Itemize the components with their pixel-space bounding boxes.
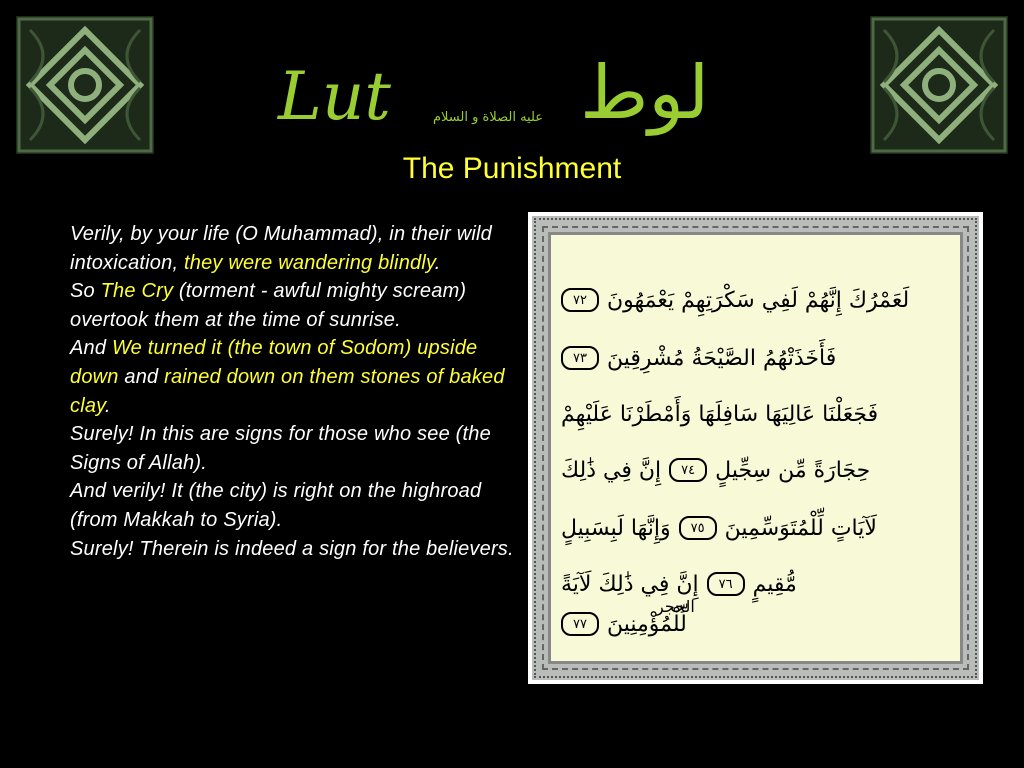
quran-text: لَآيَاتٍ لِّلْمُتَوَسِّمِينَ [724,515,877,541]
quran-text: إِنَّ فِي ذَٰلِكَ [561,457,662,483]
quran-text: فَأَخَذَتْهُمُ الصَّيْحَةُ مُشْرِقِينَ [607,345,837,371]
verse-76-translation: And verily! It (the city) is right on the highroad (from Makkah to Syria). [70,480,482,531]
quran-text: لَعَمْرُكَ إِنَّهُمْ لَفِي سَكْرَتِهِمْ يَعْمَهُونَ [607,287,910,313]
ayah-number: ٧٤ [669,458,707,482]
highlighted-text: they were wandering blindly [183,251,435,274]
verse-73-translation [70,277,518,334]
quran-line [561,338,941,378]
slide-title [0,52,1024,152]
quran-line [561,508,941,548]
quran-text: وَإِنَّهَا لَبِسَبِيلٍ [561,515,671,541]
quran-line [561,450,941,490]
title-blessing: عليه الصلاة و السلام [433,110,544,125]
ayah-number: ٧٥ [679,516,717,540]
quran-line [561,394,941,434]
highlighted-text: rained down on them stones of baked clay [70,365,505,417]
verse-text: . [434,251,441,274]
quran-page-image [528,212,983,684]
verse-text: (torment - awful mighty scream) overtook them at the time of sunrise. [70,280,467,331]
verse-text: and [118,365,165,388]
ayah-number: ٧٧ [561,612,599,636]
quran-text: إِنَّ فِي ذَٰلِكَ لَآيَةً [561,571,699,597]
quran-text: فَجَعَلْنَا عَالِيَهَا سَافِلَهَا وَأَمْطَرْنَا عَلَيْهِمْ [561,401,879,427]
verse-text: So [70,280,101,303]
title-arabic: لوط [580,50,710,136]
highlighted-text: The Cry [100,280,174,303]
title-latin: Lut [278,58,391,135]
ayah-number: ٧٣ [561,346,599,370]
verse-75-translation: Surely! In this are signs for those who see (the Signs of Allah). [70,423,491,474]
highlighted-text: We turned it (the town of Sodom) upside down [70,337,478,388]
verse-text: Verily, by your life (O Muhammad), in their wild intoxication, [70,223,492,274]
verse-77-translation: Surely! Therein is indeed a sign for the believers. [70,537,514,560]
quran-text: لِّلْمُؤْمِنِينَ [607,611,687,637]
quran-line [561,564,941,604]
ayah-number: ٧٦ [707,572,745,596]
quran-line [561,604,941,644]
verse-text: . [104,394,111,417]
quran-text: حِجَارَةً مِّن سِجِّيلٍ [715,457,871,483]
quran-text: مُّقِيمٍ [752,571,797,597]
quran-page-border [532,216,979,680]
ayah-number: ٧٢ [561,288,599,312]
surah-name: الحجر [656,597,695,616]
translation-text [70,220,518,563]
quran-line [561,280,941,320]
slide-subtitle: The Punishment [402,152,622,185]
verse-74-translation [70,334,518,420]
verse-text: And [70,337,112,360]
verse-72-translation [70,220,518,277]
